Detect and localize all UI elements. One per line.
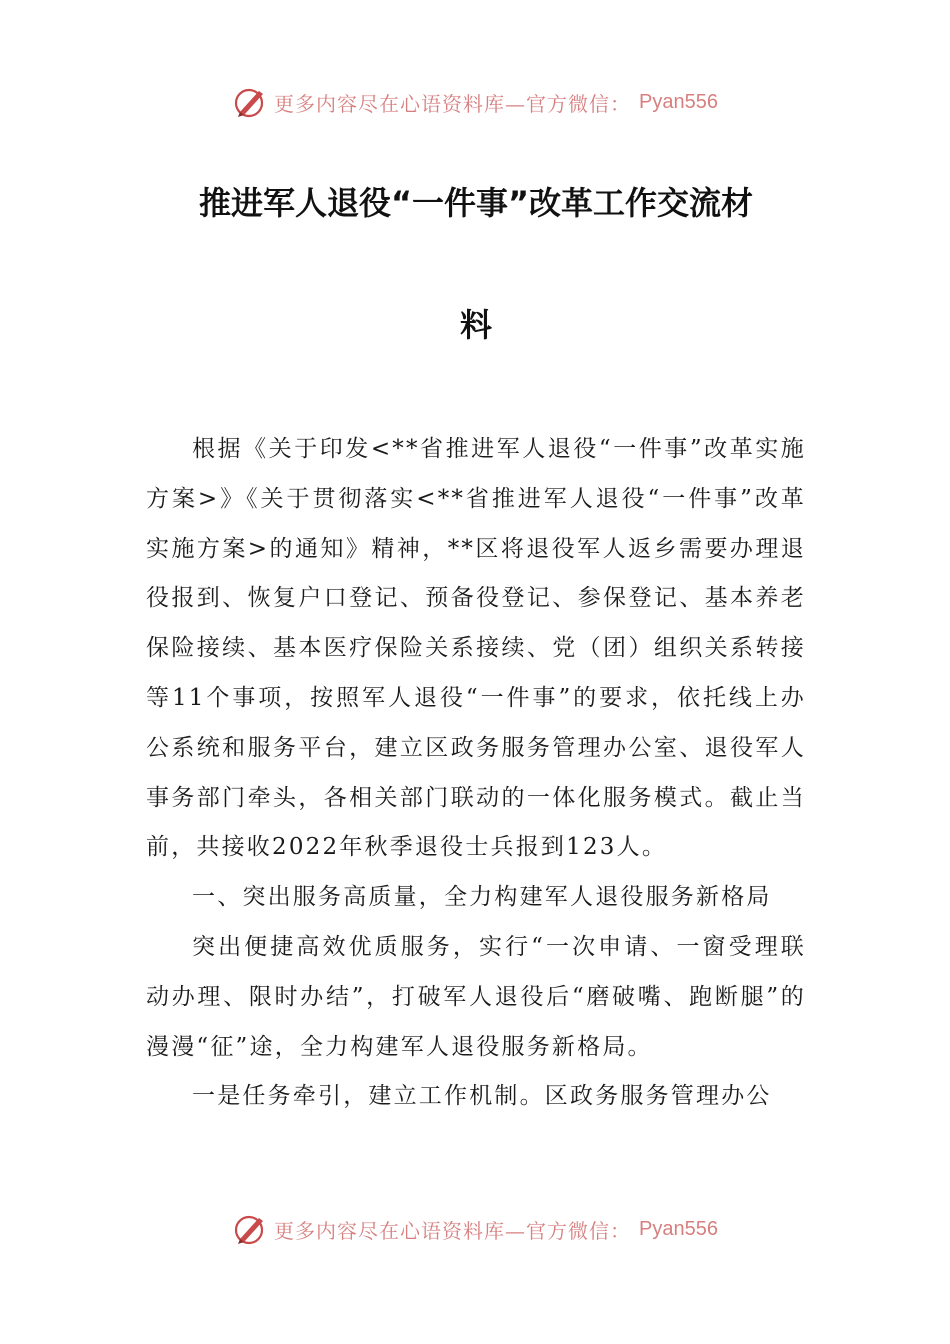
header-watermark: [0, 82, 950, 122]
pen-logo-icon: [232, 1211, 268, 1247]
footer-watermark: [0, 1209, 950, 1249]
section-heading-1: 一、突出服务高质量，全力构建军人退役服务新格局: [192, 884, 772, 911]
watermark-text: 更多内容尽在心语资料库—官方微信：: [274, 91, 632, 116]
document-body: [146, 425, 806, 1122]
paragraph-point-1: 一是任务牵引，建立工作机制。区政务服务管理办公: [192, 1083, 772, 1110]
paragraph-section-1: 突出便捷高效优质服务，实行“一次申请、一窗受理联动办理、限时办结”，打破军人退役后“磨破嘴、跑断腿”的漫漫“征”途，全力构建军人退役服务新格局。: [146, 933, 806, 1060]
watermark-wechat-id: Pyan556: [639, 90, 718, 113]
document-title-line-2: 料: [459, 306, 492, 344]
watermark-text: 更多内容尽在心语资料库—官方微信：: [274, 1218, 632, 1243]
paragraph-intro: 根据《关于印发<**省推进军人退役“一件事”改革实施方案>》《关于贯彻落实<**省推进军人退役“一件事”改革实施方案>的通知》精神，**区将退役军人返乡需要办理退役报到、恢复户口登记、预备役登记、参保登记、基本养老保险接续、基本医疗保险关系接续、党（团）组织关系转接等11个事项，按照军人退役“一件事”的要求，依托线上办公系统和服务平台，建立区政务服务管理办公室、退役军人事务部门牵头，各相关部门联动的一体化服务模式。截止当前，共接收2022年秋季退役士兵报到123人。: [146, 436, 806, 861]
document-title-line-1: 推进军人退役“一件事”改革工作交流材: [198, 184, 754, 222]
watermark-wechat-id: Pyan556: [639, 1217, 718, 1240]
pen-logo-icon: [232, 84, 268, 120]
